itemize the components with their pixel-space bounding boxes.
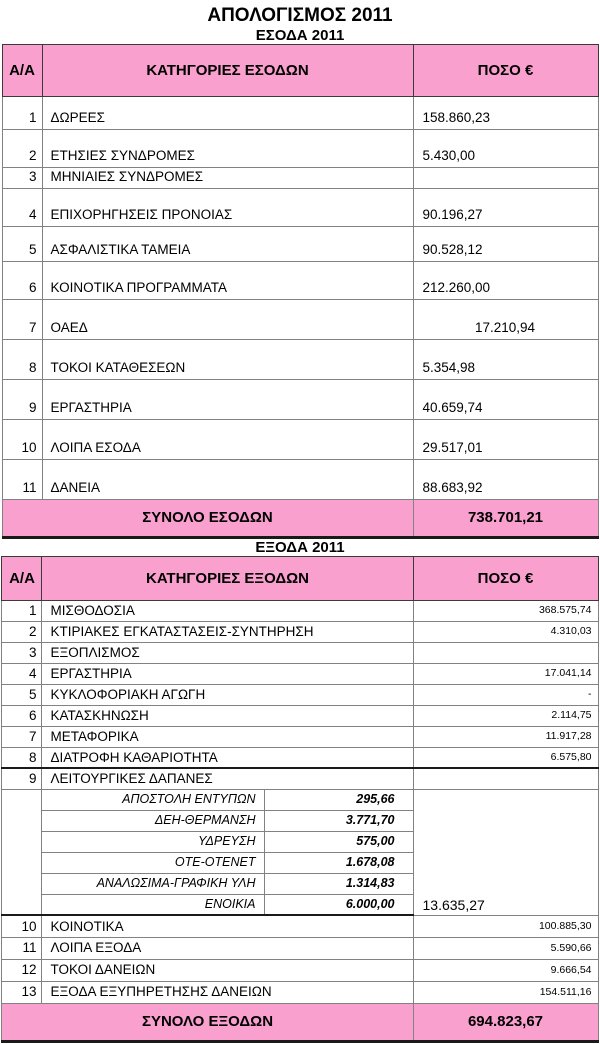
row-category: ΤΟΚΟΙ ΔΑΝΕΙΩΝ <box>42 959 413 981</box>
table-row <box>2 981 598 1003</box>
table-row <box>2 621 598 642</box>
row-category: ΤΟΚΟΙ ΚΑΤΑΘΕΣΕΩΝ <box>42 339 413 379</box>
sub-item-label: ΔΕΗ-ΘΕΡΜΑΝΣΗ <box>42 810 265 831</box>
row-amount: 88.683,92 <box>413 459 598 499</box>
row-index: 7 <box>2 299 42 339</box>
income-header-index: Α/Α <box>2 45 42 97</box>
row-category: ΔΑΝΕΙΑ <box>42 459 413 499</box>
row-category: ΑΣΦΑΛΙΣΤΙΚΑ ΤΑΜΕΙΑ <box>42 226 413 261</box>
report-title: ΑΠΟΛΟΓΙΣΜΟΣ 2011 <box>207 5 393 26</box>
row-amount: 368.575,74 <box>413 600 598 621</box>
row-category: ΚΟΙΝΟΤΙΚΑ ΠΡΟΓΡΑΜΜΑΤΑ <box>42 261 413 299</box>
sub-item-label: ΑΝΑΛΩΣΙΜΑ-ΓΡΑΦΙΚΗ ΥΛΗ <box>42 873 265 894</box>
income-header-category: ΚΑΤΗΓΟΡΙΕΣ ΕΣΟΔΩΝ <box>42 45 413 97</box>
row-index: 3 <box>2 642 42 663</box>
sub-item-amount: 3.771,70 <box>265 810 413 831</box>
income-header-row <box>2 45 598 97</box>
income-header-amount: ΠΟΣΟ € <box>413 45 598 97</box>
expense-table <box>1 556 598 1043</box>
sub-item-label: ΥΔΡΕΥΣΗ <box>42 831 265 852</box>
row-index: 9 <box>2 379 42 419</box>
operating-subtotal: 13.635,27 <box>413 789 598 915</box>
row-amount <box>413 768 598 789</box>
expense-total-amount: 694.823,67 <box>413 1003 598 1041</box>
row-category: ΜΙΣΘΟΔΟΣΙΑ <box>42 600 413 621</box>
row-category: ΟΑΕΔ <box>42 299 413 339</box>
table-row <box>2 684 598 705</box>
row-amount: 212.260,00 <box>413 261 598 299</box>
row-category: ΕΡΓΑΣΤΗΡΙΑ <box>42 379 413 419</box>
table-row <box>2 339 598 379</box>
table-row <box>2 130 598 168</box>
row-category: ΛΕΙΤΟΥΡΓΙΚΕΣ ΔΑΠΑΝΕΣ <box>42 768 413 789</box>
sub-item-amount: 1.678,08 <box>265 852 413 873</box>
table-row <box>2 915 598 937</box>
income-total-amount: 738.701,21 <box>413 499 598 537</box>
row-index: 1 <box>2 97 42 130</box>
row-amount: 90.528,12 <box>413 226 598 261</box>
row-category: ΚΟΙΝΟΤΙΚΑ <box>42 915 413 937</box>
row-amount: 4.310,03 <box>413 621 598 642</box>
row-category: ΚΑΤΑΣΚΗΝΩΣΗ <box>42 705 413 726</box>
sub-item-amount: 6.000,00 <box>265 894 413 915</box>
row-index: 4 <box>2 663 42 684</box>
row-category: ΕΞΟΠΛΙΣΜΟΣ <box>42 642 413 663</box>
sub-item-label: ΕΝΟΙΚΙΑ <box>42 894 265 915</box>
row-amount: 154.511,16 <box>413 981 598 1003</box>
table-row <box>2 747 598 768</box>
row-index: 10 <box>2 915 42 937</box>
table-row <box>2 459 598 499</box>
table-row <box>2 663 598 684</box>
row-index: 7 <box>2 726 42 747</box>
row-index: 11 <box>2 459 42 499</box>
table-row <box>2 959 598 981</box>
expense-header-category: ΚΑΤΗΓΟΡΙΕΣ ΕΞΟΔΩΝ <box>42 556 413 600</box>
expense-header-index: Α/Α <box>2 556 42 600</box>
table-row <box>2 726 598 747</box>
row-amount <box>413 168 598 189</box>
row-category: ΕΡΓΑΣΤΗΡΙΑ <box>42 663 413 684</box>
row-index: 6 <box>2 261 42 299</box>
row-category: ΔΩΡΕΕΣ <box>42 97 413 130</box>
row-category: ΜΗΝΙΑΙΕΣ ΣΥΝΔΡΟΜΕΣ <box>42 168 413 189</box>
sub-item-row <box>2 789 598 810</box>
row-index: 13 <box>2 981 42 1003</box>
row-amount: 29.517,01 <box>413 419 598 459</box>
row-category: ΛΟΙΠΑ ΕΞΟΔΑ <box>42 937 413 959</box>
income-section-title: ΕΣΟΔΑ 2011 <box>255 27 345 44</box>
row-index: 8 <box>2 339 42 379</box>
row-amount: 5.590,66 <box>413 937 598 959</box>
row-amount: 6.575,80 <box>413 747 598 768</box>
row-index: 1 <box>2 600 42 621</box>
table-row <box>2 419 598 459</box>
row-category: ΚΥΚΛΟΦΟΡΙΑΚΗ ΑΓΩΓΗ <box>42 684 413 705</box>
sub-block-index-cell <box>2 789 42 915</box>
income-table <box>2 44 599 539</box>
table-row <box>2 168 598 189</box>
row-index: 5 <box>2 684 42 705</box>
table-row <box>2 600 598 621</box>
row-category: ΕΠΙΧΟΡΗΓΗΣΕΙΣ ΠΡΟΝΟΙΑΣ <box>42 188 413 226</box>
operating-expenses-row <box>2 768 598 789</box>
sub-item-label: ΑΠΟΣΤΟΛΗ ΕΝΤΥΠΩΝ <box>42 789 265 810</box>
sub-item-amount: 1.314,83 <box>265 873 413 894</box>
row-index: 2 <box>2 621 42 642</box>
row-index: 10 <box>2 419 42 459</box>
table-row <box>2 379 598 419</box>
expense-total-label: ΣΥΝΟΛΟ ΕΞΟΔΩΝ <box>2 1003 413 1041</box>
row-amount: 9.666,54 <box>413 959 598 981</box>
sub-item-amount: 575,00 <box>265 831 413 852</box>
income-total-label: ΣΥΝΟΛΟ ΕΣΟΔΩΝ <box>2 499 413 537</box>
row-index: 11 <box>2 937 42 959</box>
row-index: 2 <box>2 130 42 168</box>
row-amount <box>413 642 598 663</box>
table-row <box>2 937 598 959</box>
table-row <box>2 299 598 339</box>
row-amount: 11.917,28 <box>413 726 598 747</box>
row-category: ΕΞΟΔΑ ΕΞΥΠΗΡΕΤΗΣΗΣ ΔΑΝΕΙΩΝ <box>42 981 413 1003</box>
row-amount: 40.659,74 <box>413 379 598 419</box>
row-index: 3 <box>2 168 42 189</box>
row-index: 4 <box>2 188 42 226</box>
row-category: ΚΤΙΡΙΑΚΕΣ ΕΓΚΑΤΑΣΤΑΣΕΙΣ-ΣΥΝΤΗΡΗΣΗ <box>42 621 413 642</box>
table-row <box>2 188 598 226</box>
table-row <box>2 97 598 130</box>
table-row <box>2 226 598 261</box>
row-amount: 100.885,30 <box>413 915 598 937</box>
expense-total-row <box>2 1003 598 1041</box>
row-index: 9 <box>2 768 42 789</box>
expense-header-amount: ΠΟΣΟ € <box>413 556 598 600</box>
sub-item-label: ΟΤΕ-ΟΤΕΝΕΤ <box>42 852 265 873</box>
row-index: 8 <box>2 747 42 768</box>
row-amount: 90.196,27 <box>413 188 598 226</box>
table-row <box>2 261 598 299</box>
row-amount: 2.114,75 <box>413 705 598 726</box>
row-category: ΜΕΤΑΦΟΡΙΚΑ <box>42 726 413 747</box>
table-row <box>2 705 598 726</box>
table-row <box>2 642 598 663</box>
row-category: ΔΙΑΤΡΟΦΗ ΚΑΘΑΡΙΟΤΗΤΑ <box>42 747 413 768</box>
row-index: 12 <box>2 959 42 981</box>
row-category: ΕΤΗΣΙΕΣ ΣΥΝΔΡΟΜΕΣ <box>42 130 413 168</box>
row-amount: 17.041,14 <box>413 663 598 684</box>
expense-section-title: ΕΞΟΔΑ 2011 <box>255 538 345 556</box>
expense-header-row <box>2 556 598 600</box>
row-index: 6 <box>2 705 42 726</box>
row-amount: 158.860,23 <box>413 97 598 130</box>
row-category: ΛΟΙΠΑ ΕΣΟΔΑ <box>42 419 413 459</box>
row-index: 5 <box>2 226 42 261</box>
row-amount: 5.430,00 <box>413 130 598 168</box>
income-total-row <box>2 499 598 537</box>
row-amount: - <box>413 684 598 705</box>
sub-item-amount: 295,66 <box>265 789 413 810</box>
row-amount: 5.354,98 <box>413 339 598 379</box>
row-amount: 17.210,94 <box>413 299 598 339</box>
